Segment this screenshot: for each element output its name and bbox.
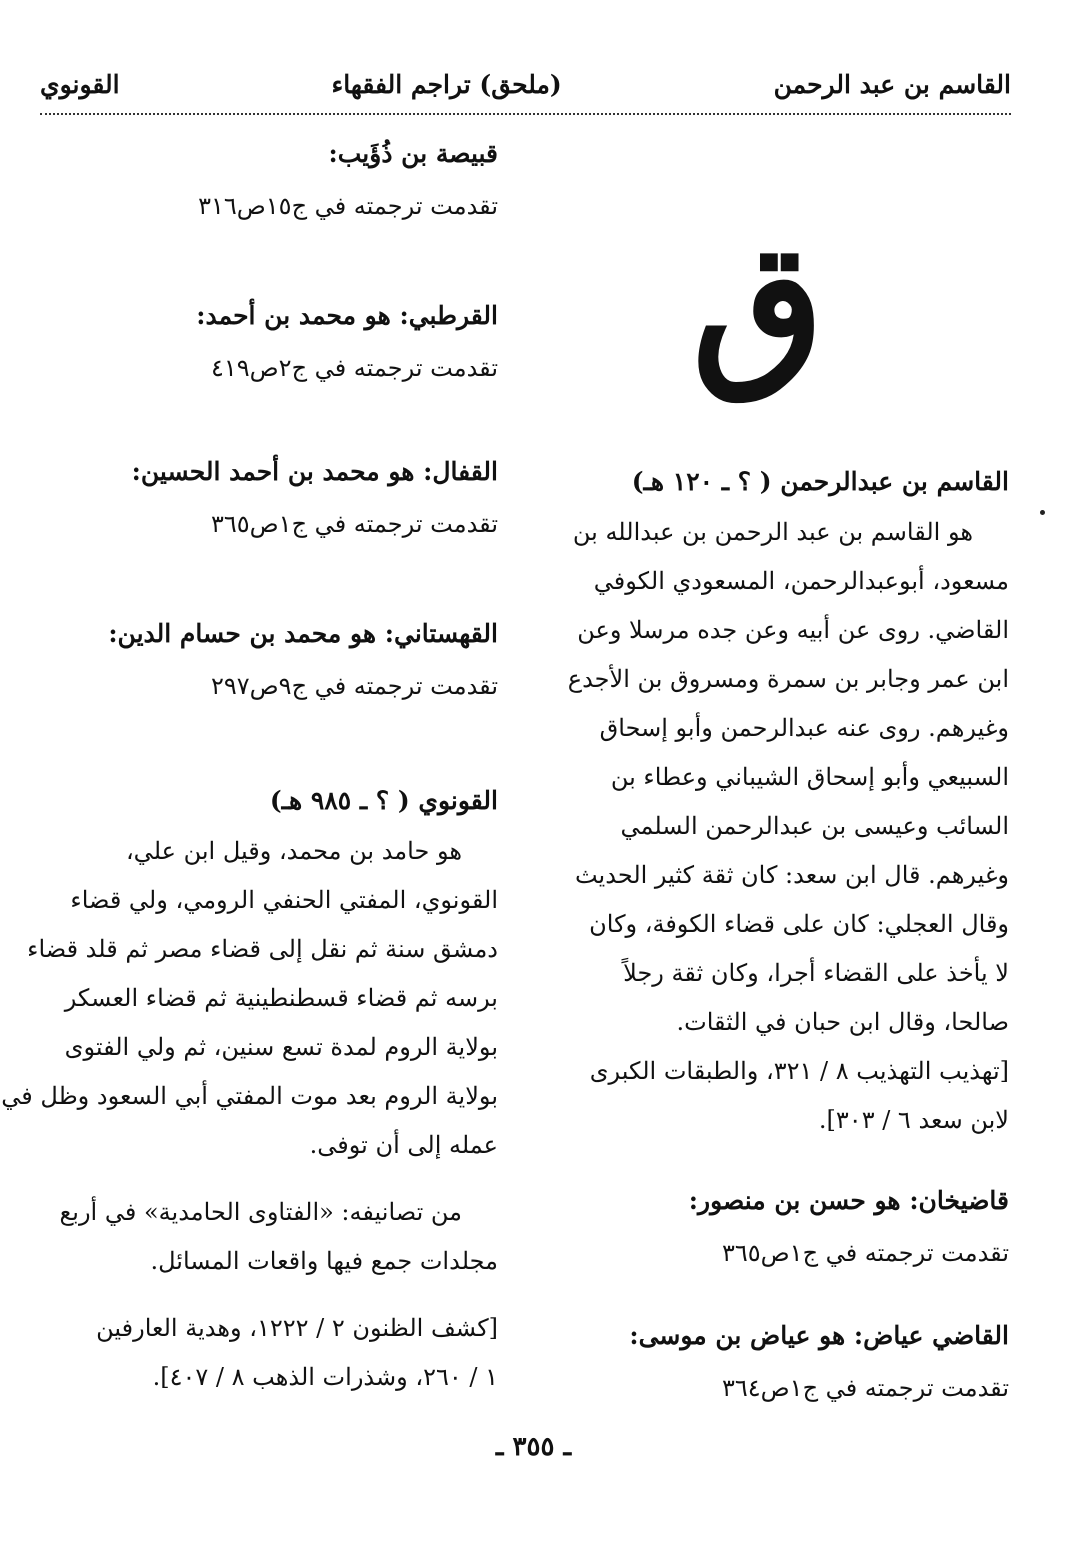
entry-qabisa-heading: قبيصة بن ذُؤَيب: (328, 139, 498, 168)
body-line: وغيرهم. قال ابن سعد: كان ثقة كثير الحديث (574, 861, 1009, 889)
entry-quhustani (46, 608, 498, 712)
header-center-title: (ملحق) تراجم الفقهاء (331, 69, 562, 99)
entry-qurtubi (46, 290, 498, 394)
running-header (40, 62, 1011, 106)
entry-qadikhan-note: تقدمت ترجمته في ج١ص٣٦٥ (721, 1239, 1009, 1267)
entry-quhustani-heading: القهستاني: هو محمد بن حسام الدين: (108, 619, 498, 648)
references-line: [كشف الظنون ٢ / ١٢٢٢، وهدية العارفين (96, 1314, 498, 1342)
entry-iyad-note: تقدمت ترجمته في ج١ص٣٦٤ (721, 1374, 1009, 1402)
entry-qadikhan (557, 1175, 1009, 1279)
entry-qurtubi-note: تقدمت ترجمته في ج٢ص٤١٩ (210, 354, 498, 382)
body-line: هو حامد بن محمد، وقيل ابن علي، (125, 837, 462, 865)
body-line: بولاية الروم لمدة تسع سنين، ثم ولي الفتوى (64, 1033, 498, 1061)
header-right-title: القاسم بن عبد الرحمن (773, 69, 1011, 99)
references-line: لابن سعد ٦ / ٣٠٣]. (818, 1106, 1009, 1134)
margin-dot (1040, 510, 1045, 515)
entry-quhustani-note: تقدمت ترجمته في ج٩ص٢٩٧ (210, 672, 498, 700)
entry-qurtubi-heading: القرطبي: هو محمد بن أحمد: (196, 301, 498, 330)
entry-qasim-heading: القاسم بن عبدالرحمن ( ؟ ـ ١٢٠ هـ) (631, 467, 1009, 496)
body-line: ابن عمر وجابر بن سمرة ومسروق بن الأجدع (567, 665, 1009, 693)
body-line: وقال العجلي: كان على قضاء الكوفة، وكان (589, 910, 1009, 938)
works-line: مجلدات جمع فيها واقعات المسائل. (150, 1247, 498, 1275)
body-line: مسعود، أبوعبدالرحمن، المسعودي الكوفي (593, 567, 1009, 595)
section-letter: ق (692, 205, 824, 405)
page-number: ـ ٣٥٥ ـ (495, 1432, 572, 1462)
body-line: السبيعي وأبو إسحاق الشيباني وعطاء بن (610, 763, 1009, 791)
body-line: بولاية الروم بعد موت المفتي أبي السعود وظل في (1, 1082, 498, 1110)
body-line: صالحا، وقال ابن حبان في الثقات. (676, 1008, 1009, 1036)
body-line: السائب وعيسى بن عبدالرحمن السلمي (620, 812, 1009, 840)
entry-qasim (557, 456, 1009, 1145)
entry-qaffal-heading: القفال: هو محمد بن أحمد الحسين: (131, 457, 498, 486)
body-line: دمشق سنة ثم نقل إلى قضاء مصر ثم قلد قضاء (27, 935, 498, 963)
body-line: هو القاسم بن عبد الرحمن بن عبدالله بن (572, 518, 973, 546)
body-line: برسه ثم قضاء قسطنطينية ثم قضاء العسكر (64, 984, 498, 1012)
header-left-title: القونوي (40, 69, 120, 99)
header-dotted-rule (40, 113, 1011, 115)
body-line: عمله إلى أن توفى. (309, 1131, 498, 1159)
references-line: ١ / ٢٦٠، وشذرات الذهب ٨ / ٤٠٧]. (152, 1363, 498, 1391)
body-line: وغيرهم. روى عنه عبدالرحمن وأبو إسحاق (599, 714, 1009, 742)
entry-qabisa (46, 128, 498, 232)
entry-qunawi (1, 775, 498, 1402)
entry-qabisa-note: تقدمت ترجمته في ج١٥ص٣١٦ (198, 192, 498, 220)
references-line: [تهذيب التهذيب ٨ / ٣٢١، والطبقات الكبرى (589, 1057, 1009, 1085)
entry-qunawi-heading: القونوي ( ؟ ـ ٩٨٥ هـ) (269, 786, 498, 815)
body-line: القونوي، المفتي الحنفي الرومي، ولي قضاء (70, 886, 498, 914)
entry-iyad-heading: القاضي عياض: هو عياض بن موسى: (629, 1321, 1009, 1350)
body-line: لا يأخذ على القضاء أجرا، وكان ثقة رجلاً (623, 959, 1009, 987)
entry-iyad (557, 1310, 1009, 1414)
entry-qaffal-note: تقدمت ترجمته في ج١ص٣٦٥ (210, 510, 498, 538)
entry-qaffal (46, 446, 498, 550)
entry-qunawi-body (1, 827, 498, 1170)
entry-qadikhan-heading: قاضيخان: هو حسن بن منصور: (688, 1186, 1009, 1215)
entry-qasim-body (557, 508, 1009, 1145)
works-line: من تصانيفه: «الفتاوى الحامدية» في أربع (59, 1198, 462, 1226)
body-line: القاضي. روى عن أبيه وعن جده مرسلا وعن (577, 616, 1009, 644)
